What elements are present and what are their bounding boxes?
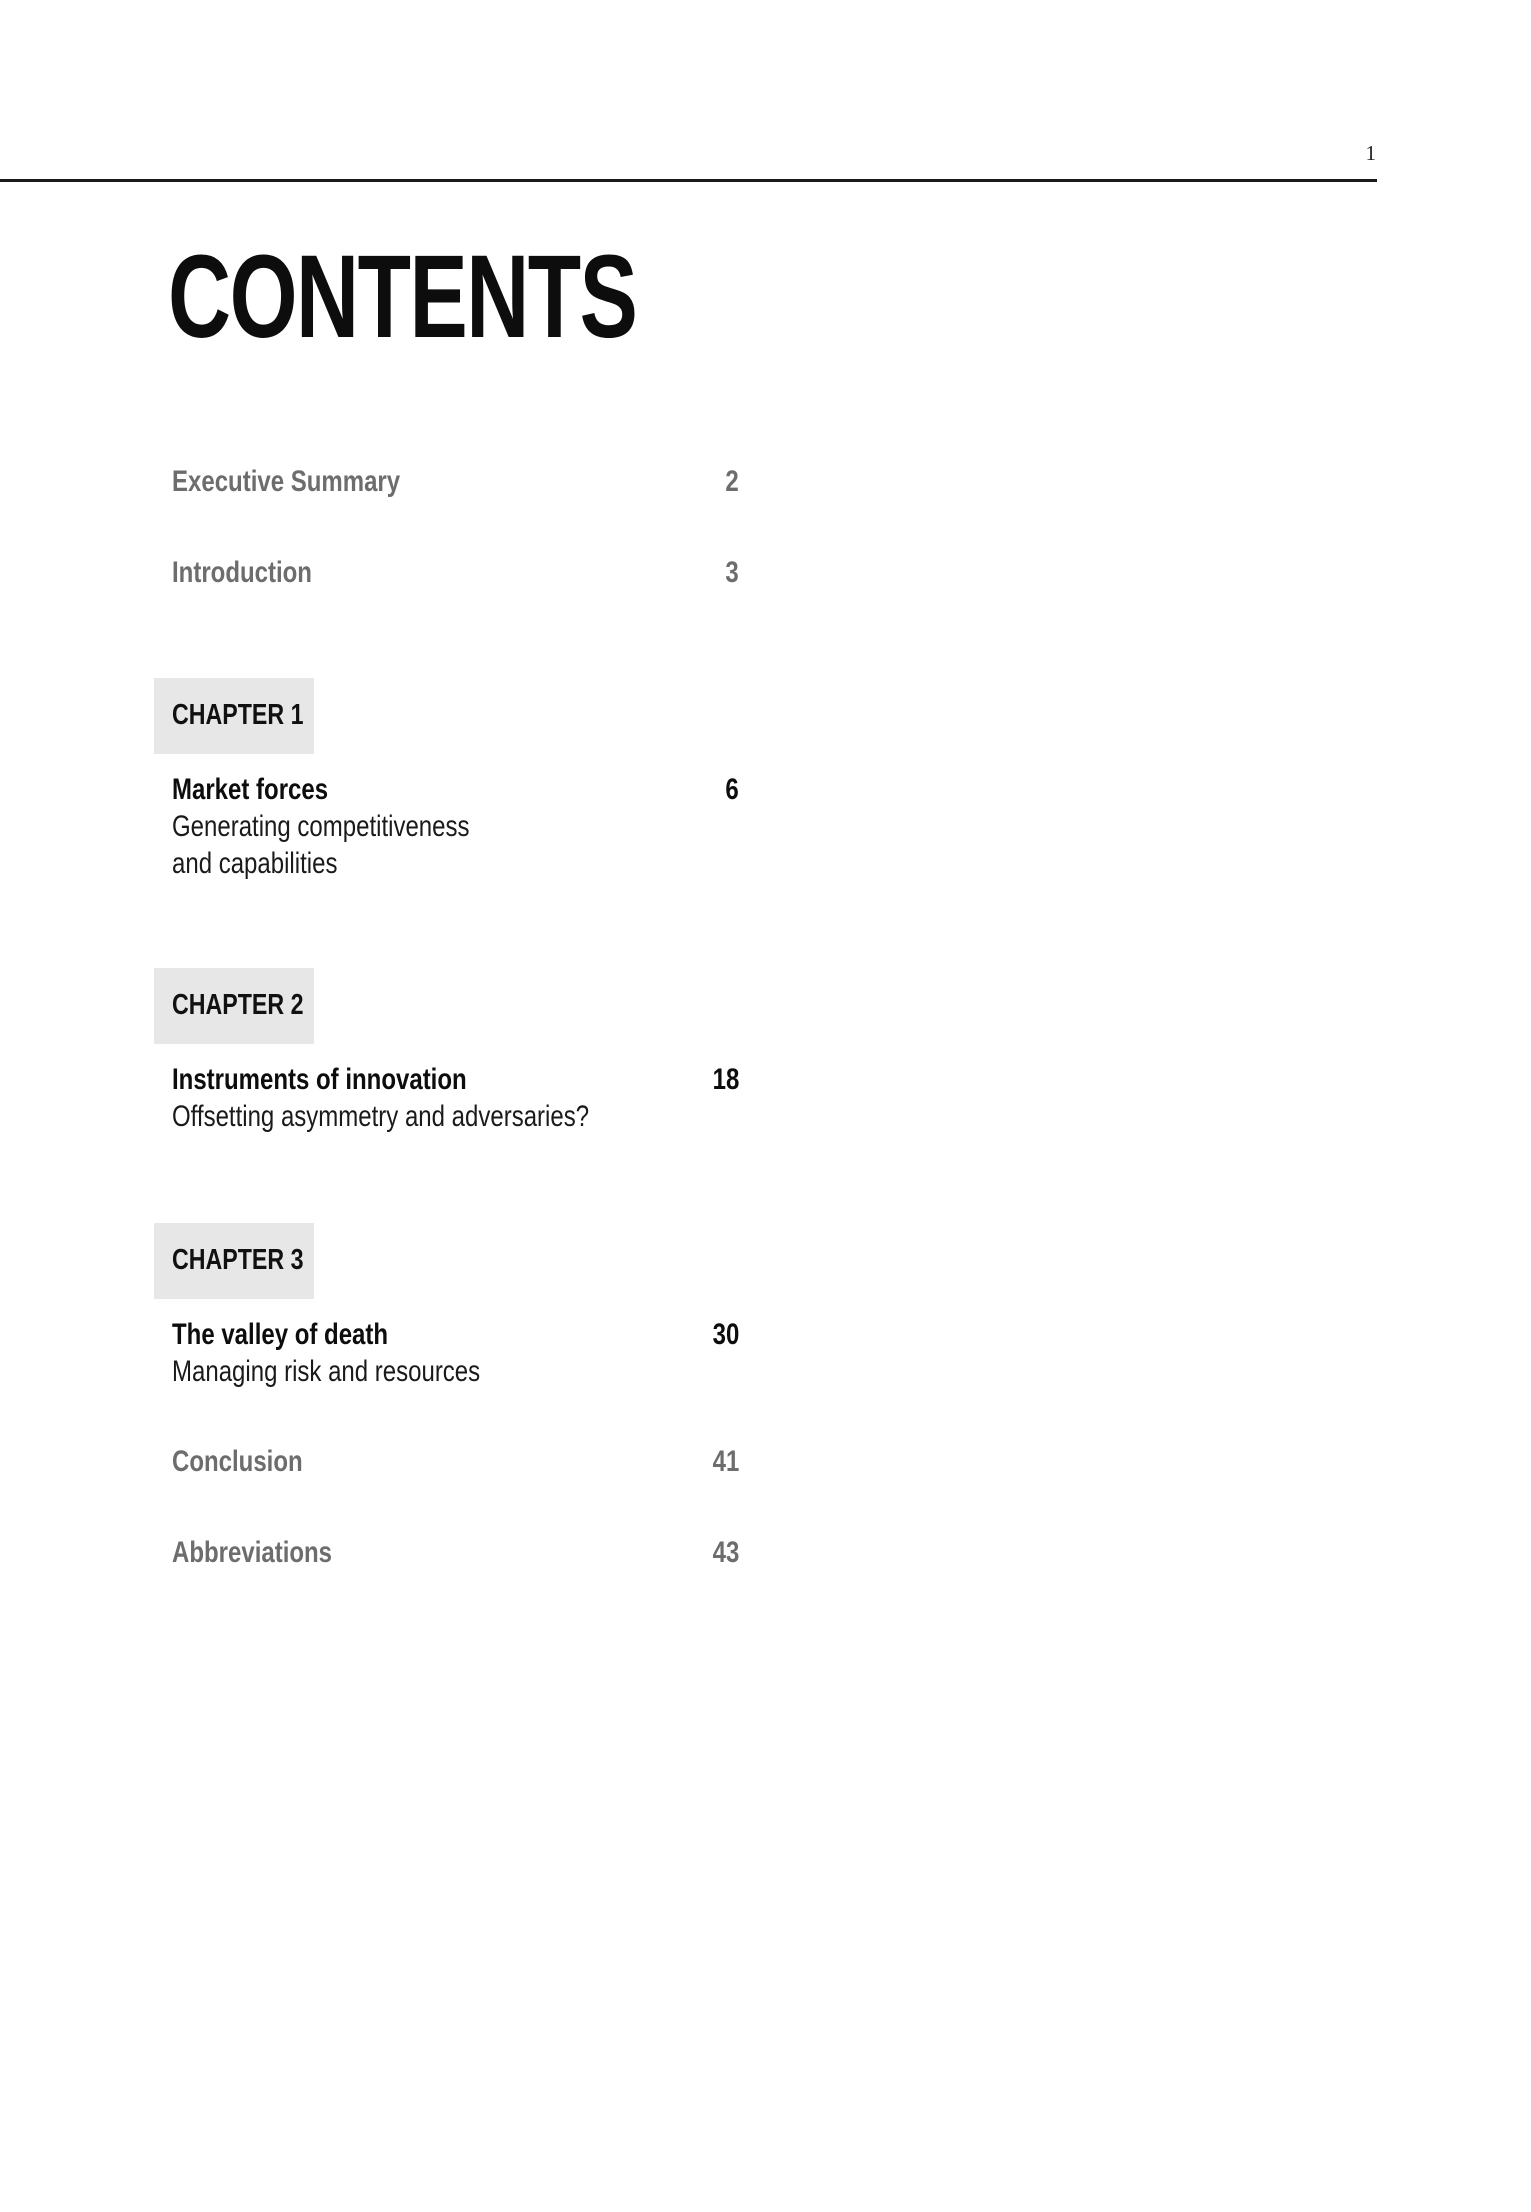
- page-number: 1: [1365, 141, 1376, 165]
- chapter-subtitle-line: Offsetting asymmetry and adversaries?: [172, 1100, 590, 1133]
- toc-entry-label: Introduction: [172, 556, 312, 589]
- toc-entry-chapter-1[interactable]: [172, 771, 739, 882]
- toc-entry-page: 6: [725, 773, 739, 806]
- toc-entry-label: Conclusion: [172, 1445, 303, 1478]
- header-rule: [0, 179, 1377, 182]
- toc-entry-label: Executive Summary: [172, 465, 401, 498]
- toc-entry-page: 2: [725, 465, 739, 498]
- toc-entry-chapter-2[interactable]: [172, 1061, 739, 1135]
- toc-entry-label: Abbreviations: [172, 1536, 333, 1569]
- chapter-title: Market forces: [172, 773, 329, 806]
- chapter-title: Instruments of innovation: [172, 1063, 467, 1096]
- toc-entry-chapter-3[interactable]: [172, 1316, 739, 1390]
- chapter-tag-3: [154, 1223, 314, 1299]
- toc-entry-introduction[interactable]: [172, 554, 739, 591]
- toc-entry-conclusion[interactable]: [172, 1443, 739, 1480]
- chapter-tag-label: CHAPTER 1: [172, 699, 304, 731]
- toc-entry-abbreviations[interactable]: [172, 1534, 739, 1571]
- toc-entry-page: 3: [725, 556, 739, 589]
- toc-entry-page: 18: [712, 1063, 739, 1096]
- chapter-subtitle-line: Managing risk and resources: [172, 1355, 481, 1388]
- toc-entry-page: 43: [712, 1536, 739, 1569]
- page-title: CONTENTS: [168, 231, 637, 363]
- toc-entry-page: 30: [712, 1318, 739, 1351]
- toc-entry-executive-summary[interactable]: [172, 463, 739, 500]
- chapter-tag-1: [154, 678, 314, 754]
- chapter-tag-2: [154, 968, 314, 1044]
- chapter-subtitle-line: Generating competitiveness: [172, 810, 470, 843]
- chapter-tag-label: CHAPTER 2: [172, 989, 304, 1021]
- toc-entry-page: 41: [712, 1445, 739, 1478]
- chapter-subtitle-line: and capabilities: [172, 847, 338, 880]
- chapter-tag-label: CHAPTER 3: [172, 1244, 304, 1276]
- chapter-title: The valley of death: [172, 1318, 389, 1351]
